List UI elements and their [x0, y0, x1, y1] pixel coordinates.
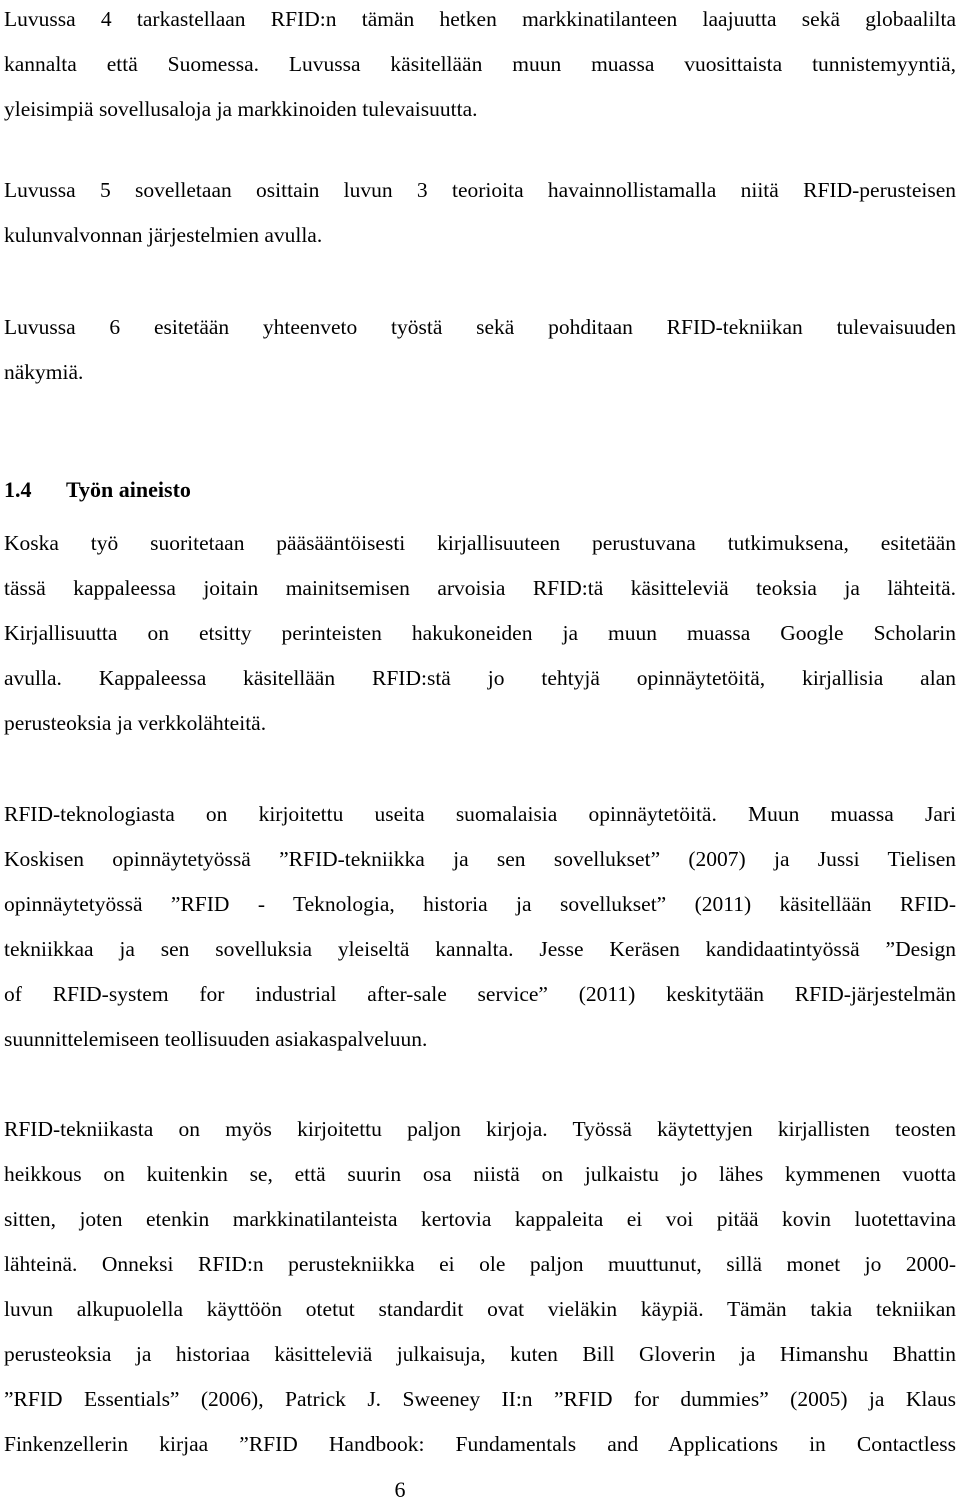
- text-line: Kirjallisuutta on etsitty perinteisten hakukoneiden ja muun muassa Google Scholarin: [4, 621, 956, 645]
- text-line: avulla. Kappaleessa käsitellään RFID:stä jo tehtyjä opinnäytetöitä, kirjallisia alan: [4, 666, 956, 690]
- text-line: Koska työ suoritetaan pääsääntöisesti kirjallisuuteen perustuvana tutkimuksena, esitetään: [4, 531, 956, 555]
- text-line: tässä kappaleessa joitain mainitsemisen arvoisia RFID:tä käsitteleviä teoksia ja lähteitä.: [4, 576, 956, 600]
- section-number: 1.4: [4, 477, 32, 502]
- paragraph-theses: [4, 792, 956, 1062]
- text-line: ”RFID Essentials” (2006), Patrick J. Sweeney II:n ”RFID for dummies” (2005) ja Klaus: [4, 1387, 956, 1411]
- text-line: perusteoksia ja verkkolähteitä.: [4, 711, 267, 735]
- paragraph-chapter-6: [4, 305, 956, 395]
- text-line: Finkenzellerin kirjaa ”RFID Handbook: Fundamentals and Applications in Contactless: [4, 1432, 956, 1456]
- section-heading: [4, 467, 191, 512]
- paragraph-chapter-4: [4, 0, 956, 132]
- paragraph-chapter-5: [4, 168, 956, 258]
- text-line: kulunvalvonnan järjestelmien avulla.: [4, 223, 323, 247]
- text-line: Luvussa 4 tarkastellaan RFID:n tämän hetken markkinatilanteen laajuutta sekä globaalilta: [4, 7, 956, 31]
- page-number: 6: [394, 1477, 406, 1502]
- text-line: of RFID-system for industrial after-sale service” (2011) keskitytään RFID-järjestelmän: [4, 982, 956, 1006]
- text-line: kannalta että Suomessa. Luvussa käsitellään muun muassa vuosittaista tunnistemyyntiä,: [4, 52, 956, 76]
- section-title: Työn aineisto: [66, 477, 191, 502]
- text-line: yleisimpiä sovellusaloja ja markkinoiden tulevaisuutta.: [4, 97, 478, 121]
- text-line: Luvussa 6 esitetään yhteenveto työstä sekä pohditaan RFID-tekniikan tulevaisuuden: [4, 315, 956, 339]
- text-line: suunnittelemiseen teollisuuden asiakaspalveluun.: [4, 1027, 428, 1051]
- paragraph-material-intro: [4, 521, 956, 746]
- paragraph-books: [4, 1107, 956, 1467]
- text-line: Koskisen opinnäytetyössä ”RFID-tekniikka ja sen sovellukset” (2007) ja Jussi Tielisen: [4, 847, 956, 871]
- text-line: perusteoksia ja historiaa käsitteleviä julkaisuja, kuten Bill Gloverin ja Himanshu Bhattin: [4, 1342, 956, 1366]
- text-line: näkymiä.: [4, 360, 84, 384]
- text-line: RFID-tekniikasta on myös kirjoitettu paljon kirjoja. Työssä käytettyjen kirjallisten teosten: [4, 1117, 956, 1141]
- text-line: heikkous on kuitenkin se, että suurin osa niistä on julkaistu jo lähes kymmenen vuotta: [4, 1162, 956, 1186]
- text-line: Luvussa 5 sovelletaan osittain luvun 3 teorioita havainnollistamalla niitä RFID-perusteisen: [4, 178, 956, 202]
- text-line: RFID-teknologiasta on kirjoitettu useita suomalaisia opinnäytetöitä. Muun muassa Jari: [4, 802, 956, 826]
- text-line: sitten, joten etenkin markkinatilanteista kertovia kappaleita ei voi pitää kovin luotettavina: [4, 1207, 956, 1231]
- text-line: tekniikkaa ja sen sovelluksia yleiseltä kannalta. Jesse Keräsen kandidaatintyössä ”Design: [4, 937, 956, 961]
- text-line: lähteinä. Onneksi RFID:n perustekniikka ei ole paljon muuttunut, sillä monet jo 2000-: [4, 1252, 956, 1276]
- text-line: opinnäytetyössä ”RFID - Teknologia, historia ja sovellukset” (2011) käsitellään RFID-: [4, 892, 956, 916]
- text-line: luvun alkupuolella käyttöön otetut standardit ovat vieläkin käypiä. Tämän takia tekniikan: [4, 1297, 956, 1321]
